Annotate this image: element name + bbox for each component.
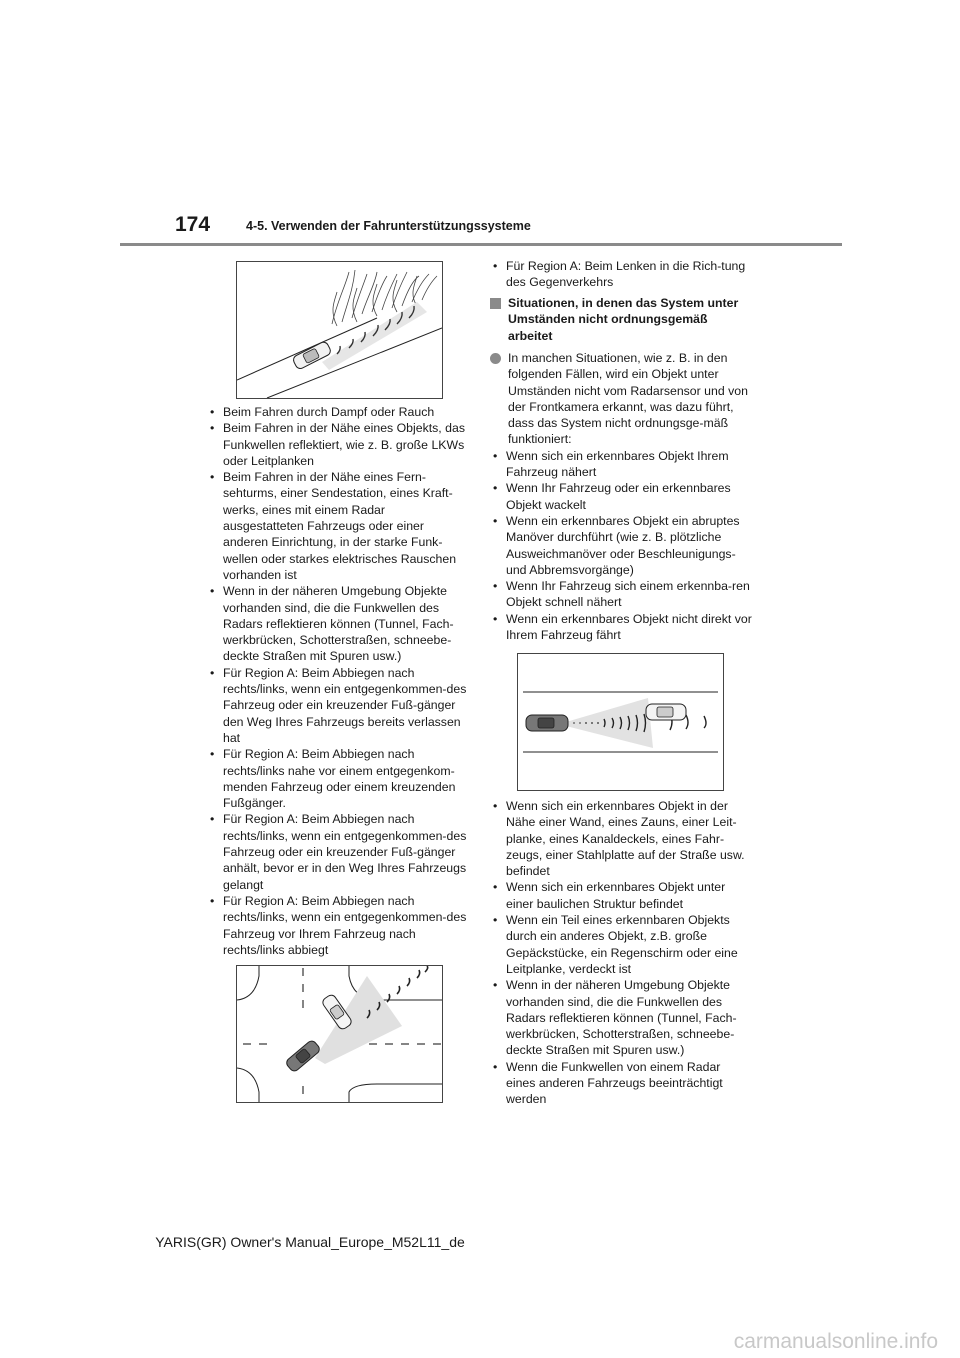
right-bottom-bullet-list <box>490 798 752 1108</box>
intro-paragraph <box>490 350 752 643</box>
list-item: • Beim Fahren in der Nähe eines Objekts, das Funkwellen reflektiert, wie z. B. große LKWs oder Leitplanken <box>207 420 469 469</box>
list-item: • Wenn in der näheren Umgebung Objekte vorhanden sind, die die Funkwellen des Radars reflektieren können (Tunnel, Fach-werkbrücken, Schotterstraßen, schneebe-deckte Straßen mit Spuren usw.) <box>490 977 752 1058</box>
list-item: • Wenn sich ein erkennbares Objekt in der Nähe einer Wand, eines Zauns, einer Leit-planke, eines Kanaldeckels, eines Fahr-zeugs, einer Stahlplatte auf der Straße usw. befindet <box>490 798 752 879</box>
page-number: 174 <box>175 213 211 236</box>
watermark-text: carmanualsonline.info <box>733 1330 938 1353</box>
watermark <box>0 1326 960 1358</box>
list-item: • Beim Fahren durch Dampf oder Rauch <box>207 404 469 420</box>
list-item: • Für Region A: Beim Lenken in die Rich-tung des Gegenverkehrs <box>490 258 752 291</box>
list-item: • Für Region A: Beim Abbiegen nach rechts/links, wenn ein entgegenkommen-des Fahrzeug vor Ihrem Fahrzeug nach rechts/links abbiegt <box>207 893 469 958</box>
intersection-illustration <box>236 965 443 1103</box>
list-item: • Beim Fahren in der Nähe eines Fern-sehturms, einer Sendestation, eines Kraft-werks, eines mit einem Radar ausgestatteten Fahrzeugs oder einer anderen Einrichtung, in der starke Funk-wellen oder starkes elektrisches Rauschen vorhanden ist <box>207 469 469 583</box>
page-header <box>0 0 960 250</box>
approaching-object-illustration <box>517 653 724 791</box>
list-item: • Wenn in der näheren Umgebung Objekte vorhanden sind, die die Funkwellen des Radars reflektieren können (Tunnel, Fach-werkbrücken, Schotterstraßen, schneebe-deckte Straßen mit Spuren usw.) <box>207 583 469 664</box>
header-rule <box>120 243 842 246</box>
list-item: • Wenn die Funkwellen von einem Radar eines anderen Fahrzeugs beeinträchtigt werden <box>490 1059 752 1108</box>
right-top-bullet-list <box>490 258 752 291</box>
paragraph-bullet-list <box>490 448 752 644</box>
section-title: 4-5. Verwenden der Fahrunterstützungssysteme <box>246 219 531 233</box>
list-item: • Wenn ein erkennbares Objekt ein abruptes Manöver durchführt (wie z. B. plötzliche Ausweichmanöver oder Beschleunigungs- und Abbremsvorgänge) <box>490 513 752 578</box>
section-heading <box>490 295 752 344</box>
list-item: • Wenn ein erkennbares Objekt nicht direkt vor Ihrem Fahrzeug fährt <box>490 611 752 644</box>
car-in-smoke-icon <box>237 262 442 398</box>
smoke-illustration <box>236 261 443 399</box>
list-item: • Für Region A: Beim Abbiegen nach rechts/links, wenn ein entgegenkommen-des Fahrzeug oder ein kreuzender Fuß-gänger anhält, bevor er in den Weg Ihres Fahrzeugs gelangt <box>207 811 469 892</box>
car-approaching-object-icon <box>518 654 723 790</box>
circle-bullet-icon <box>490 353 501 364</box>
footer-text: YARIS(GR) Owner's Manual_Europe_M52L11_de <box>155 1234 465 1250</box>
intro-paragraph-text: In manchen Situationen, wie z. B. in den folgenden Fällen, wird ein Objekt unter Umständen nicht vom Radarsensor und von der Frontkamera erkannt, was dazu führt, dass das System nicht ordnungsge-mäß funktioniert: <box>508 351 748 447</box>
list-item: • Wenn ein Teil eines erkennbaren Objekts durch ein anderes Objekt, z.B. große Gepäckstücke, ein Regenschirm oder eine Leitplanke, verdeckt ist <box>490 912 752 977</box>
car-turning-at-intersection-icon <box>237 966 442 1102</box>
list-item: • Für Region A: Beim Abbiegen nach rechts/links nahe vor einem entgegenkom-menden Fahrzeug oder einem kreuzenden Fußgänger. <box>207 746 469 811</box>
square-bullet-icon <box>490 298 501 309</box>
page-footer <box>0 1234 960 1250</box>
list-item: • Wenn sich ein erkennbares Objekt Ihrem Fahrzeug nähert <box>490 448 752 481</box>
list-item: • Für Region A: Beim Abbiegen nach rechts/links, wenn ein entgegenkommen-des Fahrzeug oder ein kreuzender Fuß-gänger den Weg Ihres Fahrzeugs bereits verlassen hat <box>207 665 469 746</box>
section-heading-text: Situationen, in denen das System unter Umständen nicht ordnungsgemäß arbeitet <box>508 296 739 343</box>
list-item: • Wenn sich ein erkennbares Objekt unter einer baulichen Struktur befindet <box>490 879 752 912</box>
list-item: • Wenn Ihr Fahrzeug sich einem erkennba-ren Objekt schnell nähert <box>490 578 752 611</box>
list-item: • Wenn Ihr Fahrzeug oder ein erkennbares Objekt wackelt <box>490 480 752 513</box>
left-bullet-list <box>207 404 469 958</box>
